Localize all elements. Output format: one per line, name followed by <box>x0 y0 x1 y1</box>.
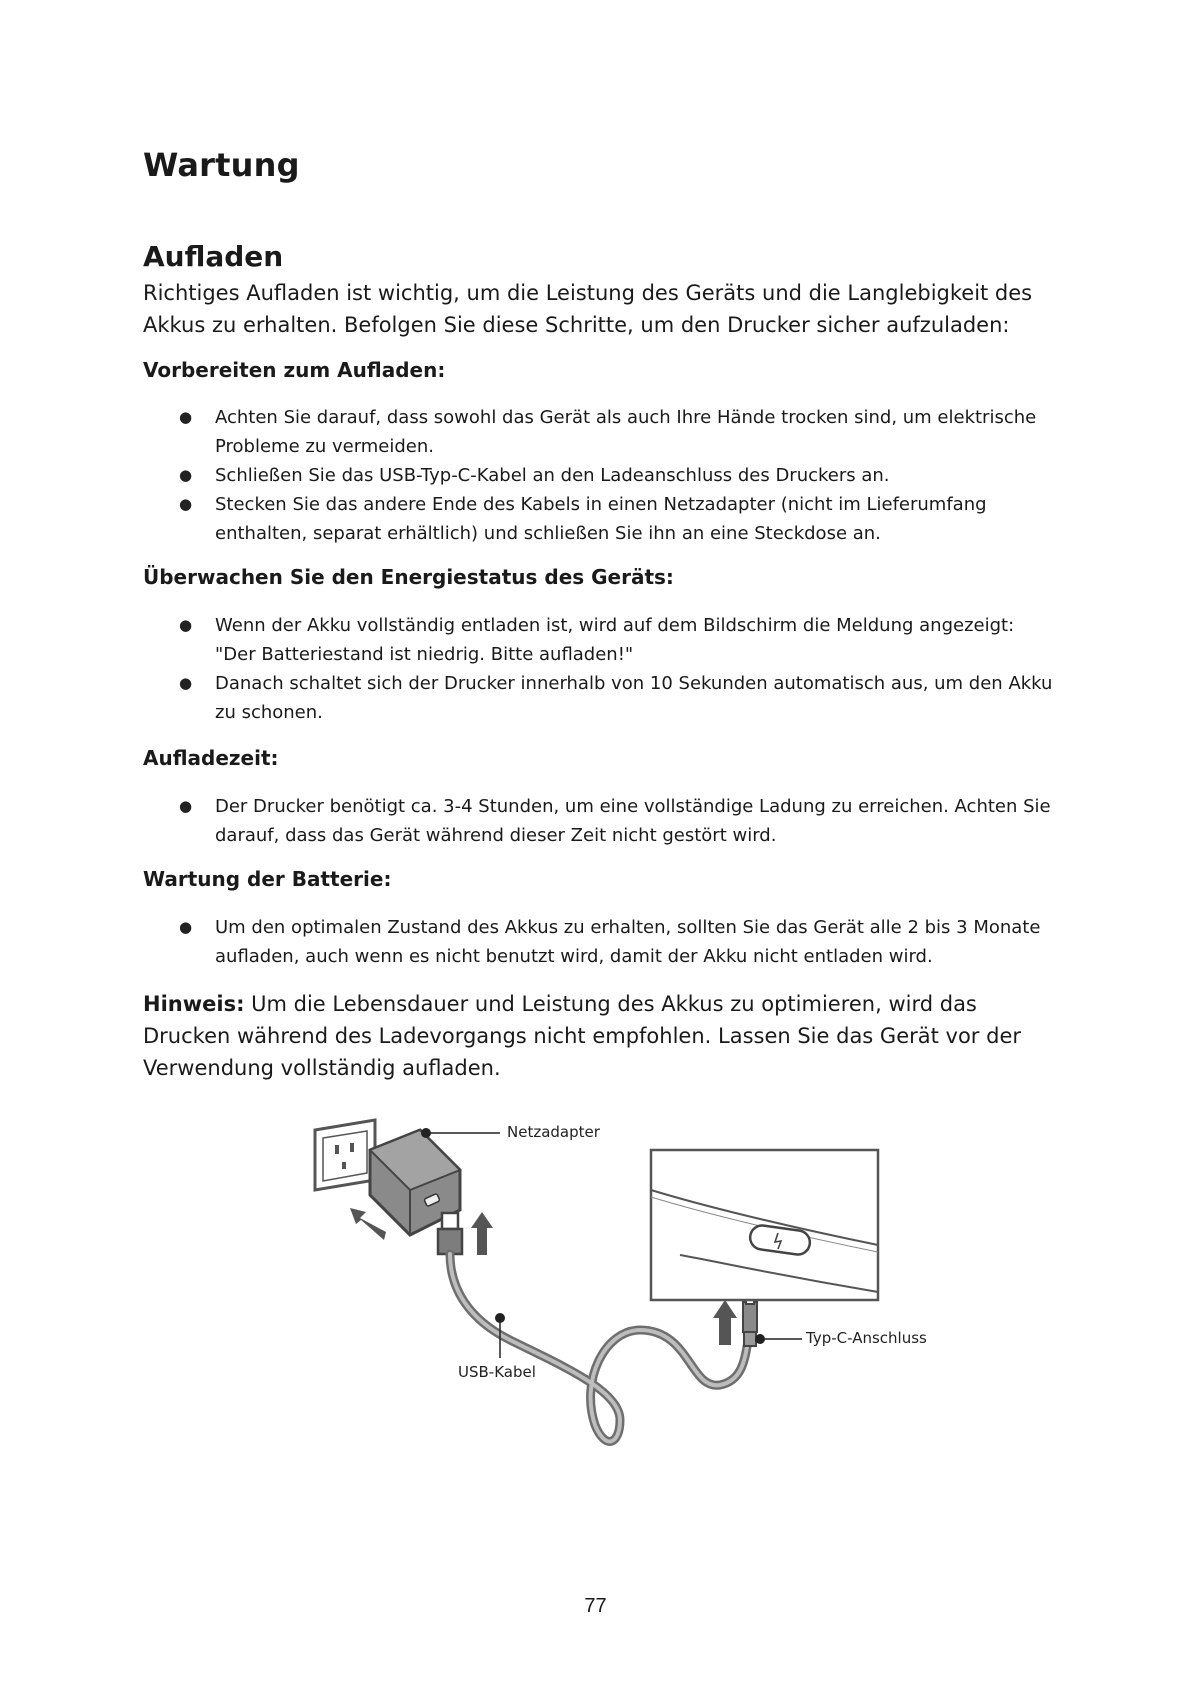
list-item: ● Schließen Sie das USB-Typ-C-Kabel an den Ladeanschluss des Druckers an. <box>143 461 1053 490</box>
note-text: Um die Lebensdauer und Leistung des Akkus zu optimieren, wird das Drucken während des Ladevorgangs nicht empfohlen. Lassen Sie das Gerät vor der Verwendung vollständig aufladen. <box>143 992 1022 1080</box>
intro-paragraph: Richtiges Aufladen ist wichtig, um die Leistung des Geräts und die Langlebigkeit des Akkus zu erhalten. Befolgen Sie diese Schritte, um den Drucker sicher aufzuladen: <box>143 281 1033 337</box>
list-item: ● Wenn der Akku vollständig entladen ist, wird auf dem Bildschirm die Meldung angezeigt: "Der Batteriestand ist niedrig. Bitte aufladen!" <box>143 611 1053 669</box>
list-item: ● Um den optimalen Zustand des Akkus zu erhalten, sollten Sie das Gerät alle 2 bis 3 Monate aufladen, auch wenn es nicht benutzt wird, damit der Akku nicht entladen wird. <box>143 913 1053 971</box>
section-heading: Aufladen <box>143 240 284 273</box>
subheading-prepare: Vorbereiten zum Aufladen: <box>143 358 446 382</box>
list-item: ● Stecken Sie das andere Ende des Kabels in einen Netzadapter (nicht im Lieferumfang enthalten, separat erhältlich) und schließen Sie ihn an eine Steckdose an. <box>143 490 1053 548</box>
list-item: ● Danach schaltet sich der Drucker innerhalb von 10 Sekunden automatisch aus, um den Akku zu schonen. <box>143 669 1053 727</box>
netzadapter-label: Netzadapter <box>507 1123 600 1141</box>
subheading-battery-maintenance: Wartung der Batterie: <box>143 867 392 891</box>
subheading-energy-status: Überwachen Sie den Energiestatus des Geräts: <box>143 565 674 589</box>
subheading-charge-time: Aufladezeit: <box>143 746 279 770</box>
bullet-list-energy-status <box>143 611 1053 727</box>
arrow-left-icon <box>350 1208 386 1240</box>
arrow-up-icon <box>713 1300 737 1345</box>
note-label: Hinweis: <box>143 992 245 1016</box>
page-number: 77 <box>584 1595 607 1617</box>
arrow-up-icon <box>471 1212 493 1255</box>
callout-leaders <box>421 1128 802 1358</box>
wall-socket-icon <box>315 1120 375 1190</box>
list-item: ● Der Drucker benötigt ca. 3-4 Stunden, um eine vollständige Ladung zu erreichen. Achten Sie darauf, dass das Gerät während dieser Zeit nicht gestört wird. <box>143 792 1053 850</box>
usb-cable-label: USB-Kabel <box>458 1363 536 1381</box>
bullet-list-battery-maintenance <box>143 913 1053 971</box>
bullet-list-charge-time <box>143 792 1053 850</box>
usb-cable-icon <box>450 1254 750 1441</box>
bullet-list-prepare <box>143 403 1053 548</box>
type-c-plug-icon <box>743 1290 757 1346</box>
list-item: ● Achten Sie darauf, dass sowohl das Gerät als auch Ihre Hände trocken sind, um elektrische Probleme zu vermeiden. <box>143 403 1053 461</box>
power-adapter-icon <box>370 1130 460 1235</box>
note-paragraph <box>143 988 1023 1084</box>
usb-plug-icon <box>438 1213 462 1254</box>
page-title: Wartung <box>143 146 300 184</box>
type-c-port-label: Typ-C-Anschluss <box>806 1329 927 1347</box>
printer-closeup-icon <box>651 1150 878 1300</box>
